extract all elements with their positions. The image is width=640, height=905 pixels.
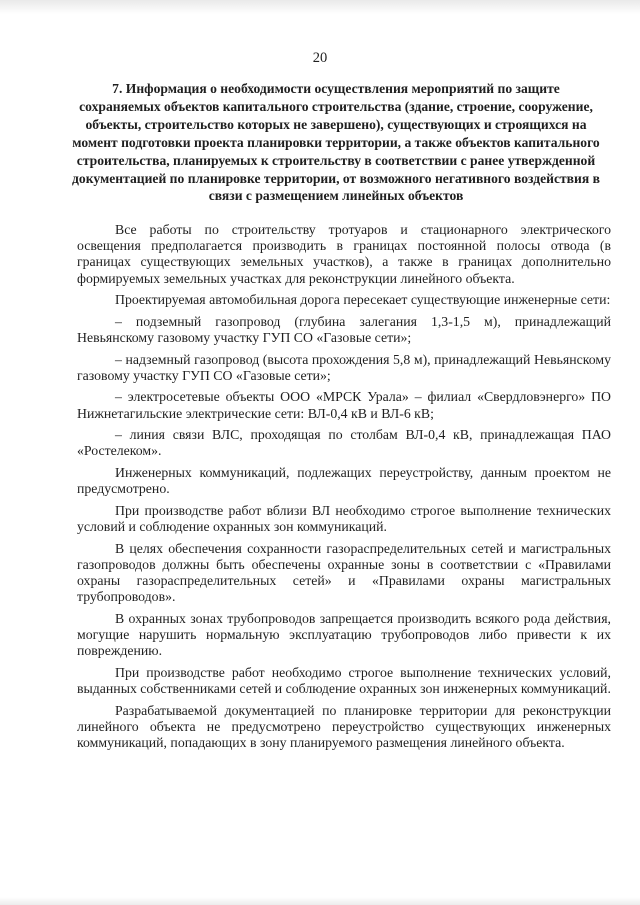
paragraph-gas-protection-zones: В целях обеспечения сохранности газораспределительных сетей и магистральных газопроводов должны быть обеспечены охранные зоны в соответствии с «Правилами охраны газораспределительных сетей» и «Правилами охраны магистральных трубопроводов». [77,540,611,605]
list-item-power-grid-facilities: – электросетевые объекты ООО «МРСК Урала» – филиал «Свердловэнерго» ПО Нижнетагильские электрические сети: ВЛ-0,4 кВ и ВЛ-6 кВ; [77,389,611,421]
paragraph-crossed-networks-intro: Проектируемая автомобильная дорога пересекает существующие инженерные сети: [115,292,611,308]
scan-bottom-edge [0,897,640,905]
paragraph-conclusion: Разрабатываемой документацией по планировке территории для реконструкции линейного объекта не предусмотрено переустройство существующих инженерных коммуникаций, попадающих в зону планируемого размещения линейного объекта. [77,702,611,750]
list-item-overhead-gas-pipeline: – надземный газопровод (высота прохождения 5,8 м), принадлежащий Невьянскому газовому участку ГУП СО «Газовые сети»; [77,351,611,383]
paragraph-power-line-works: При производстве работ вблизи ВЛ необходимо строгое выполнение технических условий и соблюдение охранных зон коммуникаций. [77,502,611,534]
scan-top-edge [0,0,640,14]
paragraph-right-of-way: Все работы по строительству тротуаров и стационарного электрического освещения предполагается производить в границах постоянной полосы отвода (в границах существующих земельных участков), а также в границах дополнительно формируемых земельных участках для реконструкции линейного объекта. [77,222,611,286]
page-number: 20 [312,50,328,66]
paragraph-pipeline-zone-restrictions: В охранных зонах трубопроводов запрещается производить всякого рода действия, могущие нарушить нормальную эксплуатацию трубопроводов либо привести к их повреждению. [77,610,611,659]
list-item-underground-gas-pipeline: – подземный газопровод (глубина залегания 1,3-1,5 м), принадлежащий Невьянскому газовому участку ГУП СО «Газовые сети»; [77,313,611,345]
paragraph-no-relocation: Инженерных коммуникаций, подлежащих переустройству, данным проектом не предусмотрено. [77,464,611,497]
paragraph-owner-conditions: При производстве работ необходимо строгое выполнение технических условий, выданных собственниками сетей и соблюдение охранных зон инженерных коммуникаций. [77,664,611,696]
list-item-communication-line: – линия связи ВЛС, проходящая по столбам ВЛ-0,4 кВ, принадлежащая ПАО «Ростелеком». [77,427,611,459]
section-heading: 7. Информация о необходимости осуществления мероприятий по защите сохраняемых объектов капитального строительства (здание, строение, сооружение, объекты, строительство которых не завершено), существующих и строящихся на момент подготовки проекта планировки территории, а также объектов капитального строительства, планируемых к строительству в соответствии с ранее утвержденной документацией по планировке территории, от возможного негативного воздействия в связи с размещением линейных объектов [72,81,600,204]
document-body [77,222,611,757]
